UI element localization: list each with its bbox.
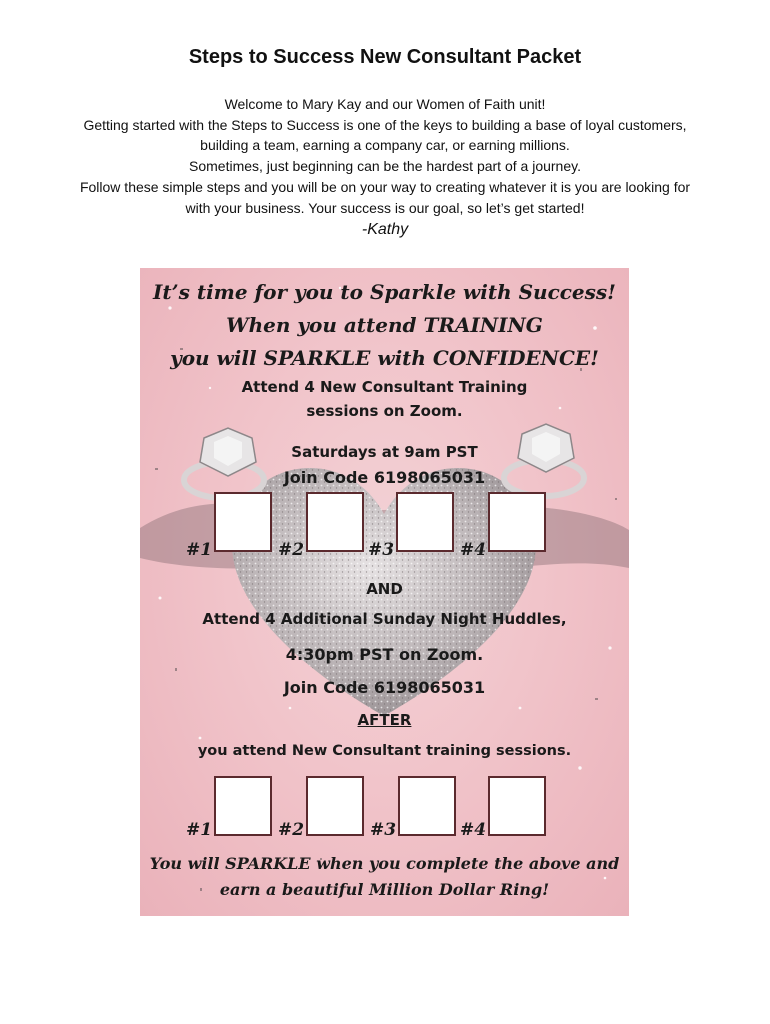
intro-line: Follow these simple steps and you will be on your way to creating whatever it is you are looking for — [79, 178, 691, 195]
checkbox-label: #3 — [368, 540, 395, 560]
after-line: you attend New Consultant training sessions. — [197, 743, 572, 759]
checkbox-label: #1 — [186, 820, 213, 840]
intro-line: with your business. Your success is our goal, so let’s get started! — [185, 199, 585, 216]
and-text: AND — [366, 580, 403, 598]
huddle-join-code: Join Code 6198065031 — [283, 678, 486, 697]
ring-left — [184, 428, 264, 498]
checkbox-label: #3 — [370, 820, 397, 840]
checkbox-label: #2 — [278, 820, 305, 840]
huddle-checkbox-3[interactable] — [398, 776, 456, 836]
closing-line-1: You will SPARKLE when you complete the above and — [149, 854, 620, 873]
intro-paragraph — [20, 94, 750, 218]
closing-line-2: earn a beautiful Million Dollar Ring! — [219, 880, 550, 899]
training-join-code: Join Code 6198065031 — [283, 468, 486, 487]
training-line-2: sessions on Zoom. — [306, 402, 463, 420]
training-checkbox-2[interactable] — [306, 492, 364, 552]
training-time: Saturdays at 9am PST — [291, 443, 478, 461]
checkbox-label: #4 — [460, 820, 487, 840]
huddle-checkbox-4[interactable] — [488, 776, 546, 836]
intro-line: building a team, earning a company car, or earning millions. — [200, 137, 570, 154]
checkbox-label: #2 — [278, 540, 305, 560]
training-checkbox-3[interactable] — [396, 492, 454, 552]
flyer-headline-line-1: It’s time for you to Sparkle with Success! — [153, 280, 616, 304]
signature: -Kathy — [361, 221, 409, 238]
intro-line: Sometimes, just beginning can be the hardest part of a journey. — [189, 158, 581, 175]
sparkle-flyer — [140, 268, 629, 916]
huddle-checkbox-2[interactable] — [306, 776, 364, 836]
intro-line: Getting started with the Steps to Success is one of the keys to building a base of loyal customers, — [83, 116, 687, 133]
checkbox-label: #1 — [186, 540, 213, 560]
training-line-1: Attend 4 New Consultant Training — [241, 378, 528, 396]
huddle-time: 4:30pm PST on Zoom. — [285, 645, 484, 664]
checkbox-label: #4 — [460, 540, 487, 560]
after-text: AFTER — [357, 711, 412, 729]
training-checkbox-1[interactable] — [214, 492, 272, 552]
flyer-headline-line-2: When you attend TRAINING — [226, 313, 543, 337]
huddle-checkbox-1[interactable] — [214, 776, 272, 836]
huddle-line: Attend 4 Additional Sunday Night Huddles, — [202, 610, 567, 628]
document-title: Steps to Success New Consultant Packet — [188, 46, 582, 68]
flyer-headline-line-3: you will SPARKLE with CONFIDENCE! — [170, 346, 599, 370]
intro-line: Welcome to Mary Kay and our Women of Faith unit! — [224, 96, 546, 112]
training-checkbox-4[interactable] — [488, 492, 546, 552]
